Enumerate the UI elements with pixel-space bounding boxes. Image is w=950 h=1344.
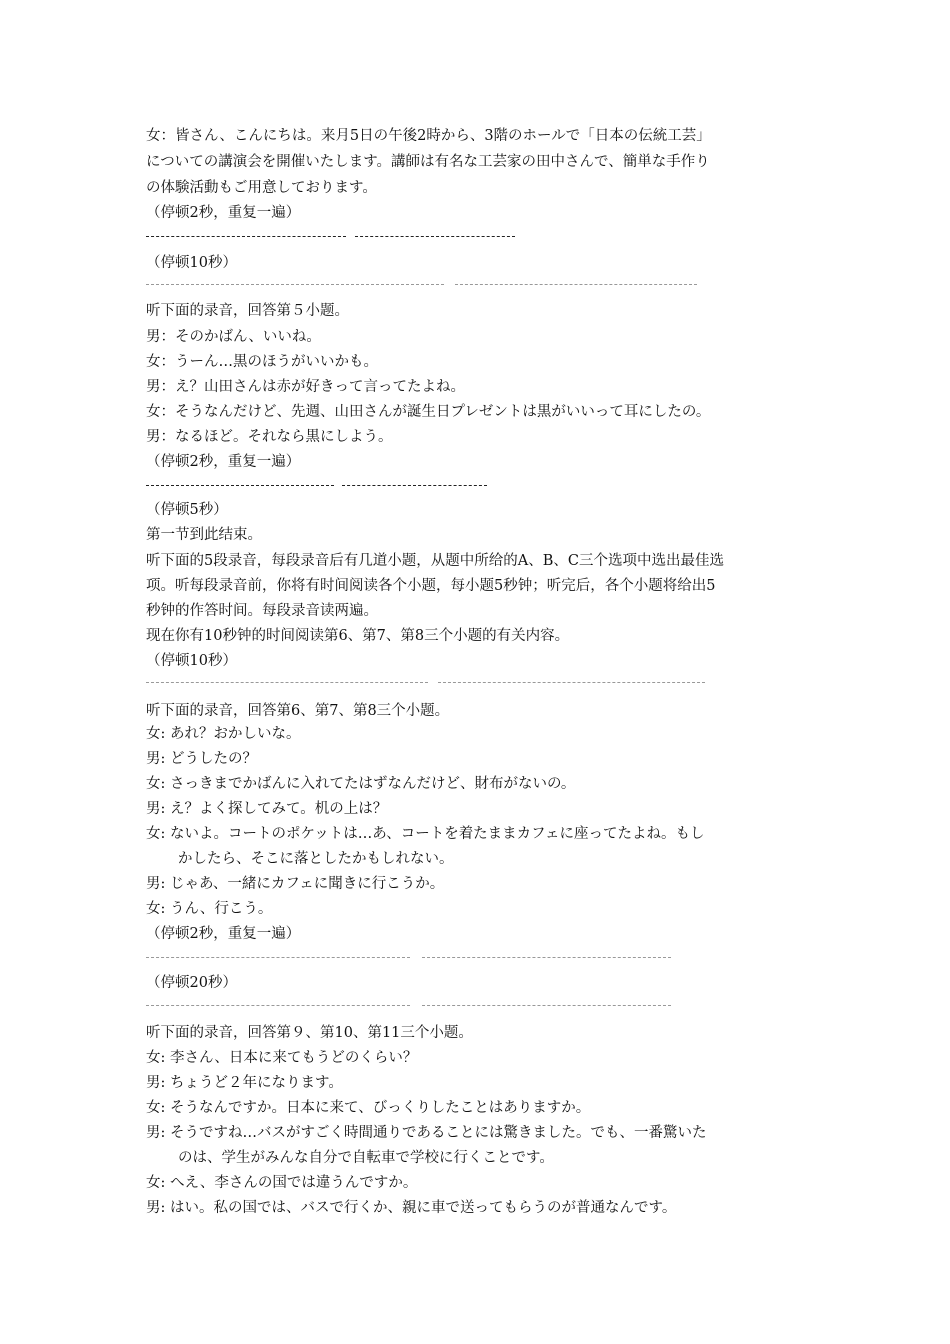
dialogue-line: 女: 李さん、日本に来てもうどのくらい？ (146, 1050, 418, 1066)
question-instruction: 听下面的录音，回答第５小题。 (146, 303, 349, 319)
dialogue-line-continuation: かしたら、そこに落としたかもしれない。 (178, 851, 454, 867)
dialogue-line-continuation: のは、学生がみんな自分で自転車で学校に行くことです。 (178, 1150, 554, 1166)
dialogue-line: 男: え？よく探してみて。机の上は？ (146, 801, 388, 817)
pause-instruction: （停顿2秒，重复一遍） (146, 205, 301, 221)
dialogue-line: 女: さっきまでかばんに入れてたはずなんだけど、財布がないの。 (146, 776, 576, 792)
separator (146, 957, 410, 958)
separator (146, 1005, 410, 1006)
pause-instruction: （停顿10秒） (146, 653, 237, 669)
pause-instruction: （停顿10秒） (146, 255, 237, 271)
section-end: 第一节到此结束。 (146, 527, 262, 543)
separator (146, 485, 334, 486)
pause-instruction: （停顿2秒，重复一遍） (146, 926, 301, 942)
dialogue-line: 男: ちょうど２年になります。 (146, 1075, 343, 1091)
pause-instruction: （停顿20秒） (146, 975, 237, 991)
dialogue-line: 男: そうですね…バスがすごく時間通りであることには驚きました。でも、一番驚いた (146, 1125, 707, 1141)
dialogue-line: 女：そうなんだけど、先週、山田さんが誕生日プレゼントは黒がいいって耳にしたの。 (146, 404, 711, 420)
separator (355, 236, 515, 237)
separator (438, 682, 705, 683)
dialogue-line: についての講演会を開催いたします。講師は有名な工芸家の田中さんで、簡単な手作り (146, 154, 710, 170)
instruction-text: 听下面的5段录音，每段录音后有几道小题，从题中所给的A、B、C三个选项中选出最佳选 (146, 553, 724, 569)
instruction-text: 项。听每段录音前，你将有时间阅读各个小题，每小题5秒钟；听完后，各个小题将给出5 (146, 578, 716, 594)
separator (455, 284, 697, 285)
dialogue-line: 男: じゃあ、一緒にカフェに聞きに行こうか。 (146, 876, 445, 892)
dialogue-line: 男：そのかばん、いいね。 (146, 329, 321, 345)
dialogue-line: 男: どうしたの？ (146, 751, 257, 767)
dialogue-line: 女：うーん…黒のほうがいいかも。 (146, 354, 378, 370)
dialogue-line: 男：なるほど。それなら黒にしよう。 (146, 429, 393, 445)
dialogue-line: 男：え？山田さんは赤が好きって言ってたよね。 (146, 379, 465, 395)
separator (146, 236, 346, 237)
separator (146, 682, 428, 683)
pause-instruction: （停顿2秒，重复一遍） (146, 454, 301, 470)
question-instruction: 听下面的录音，回答第6、第7、第8三个小题。 (146, 703, 450, 719)
dialogue-line: 女: ないよ。コートのポケットは…あ、コートを着たままカフェに座ってたよね。もし (146, 826, 705, 842)
dialogue-line: 男: はい。私の国では、バスで行くか、親に車で送ってもらうのが普通なんです。 (146, 1200, 677, 1216)
instruction-text: 现在你有10秒钟的时间阅读第6、第7、第8三个小题的有关内容。 (146, 628, 570, 644)
pause-instruction: （停顿5秒） (146, 502, 228, 518)
dialogue-line: の体験活動もご用意しております。 (146, 180, 377, 196)
dialogue-line: 女: うん、行こう。 (146, 901, 273, 917)
instruction-text: 秒钟的作答时间。每段录音读两遍。 (146, 603, 378, 619)
separator (422, 1005, 671, 1006)
separator (422, 957, 671, 958)
question-instruction: 听下面的录音，回答第９、第10、第11三个小题。 (146, 1025, 473, 1041)
dialogue-line: 女: そうなんですか。日本に来て、びっくりしたことはありますか。 (146, 1100, 591, 1116)
separator (146, 284, 444, 285)
dialogue-line: 女: へえ、李さんの国では違うんですか。 (146, 1175, 418, 1191)
dialogue-line: 女：皆さん、こんにちは。来月5日の午後2時から、3階のホールで「日本の伝統工芸」 (146, 128, 711, 144)
separator (342, 485, 487, 486)
dialogue-line: 女: あれ？おかしいな。 (146, 726, 301, 742)
